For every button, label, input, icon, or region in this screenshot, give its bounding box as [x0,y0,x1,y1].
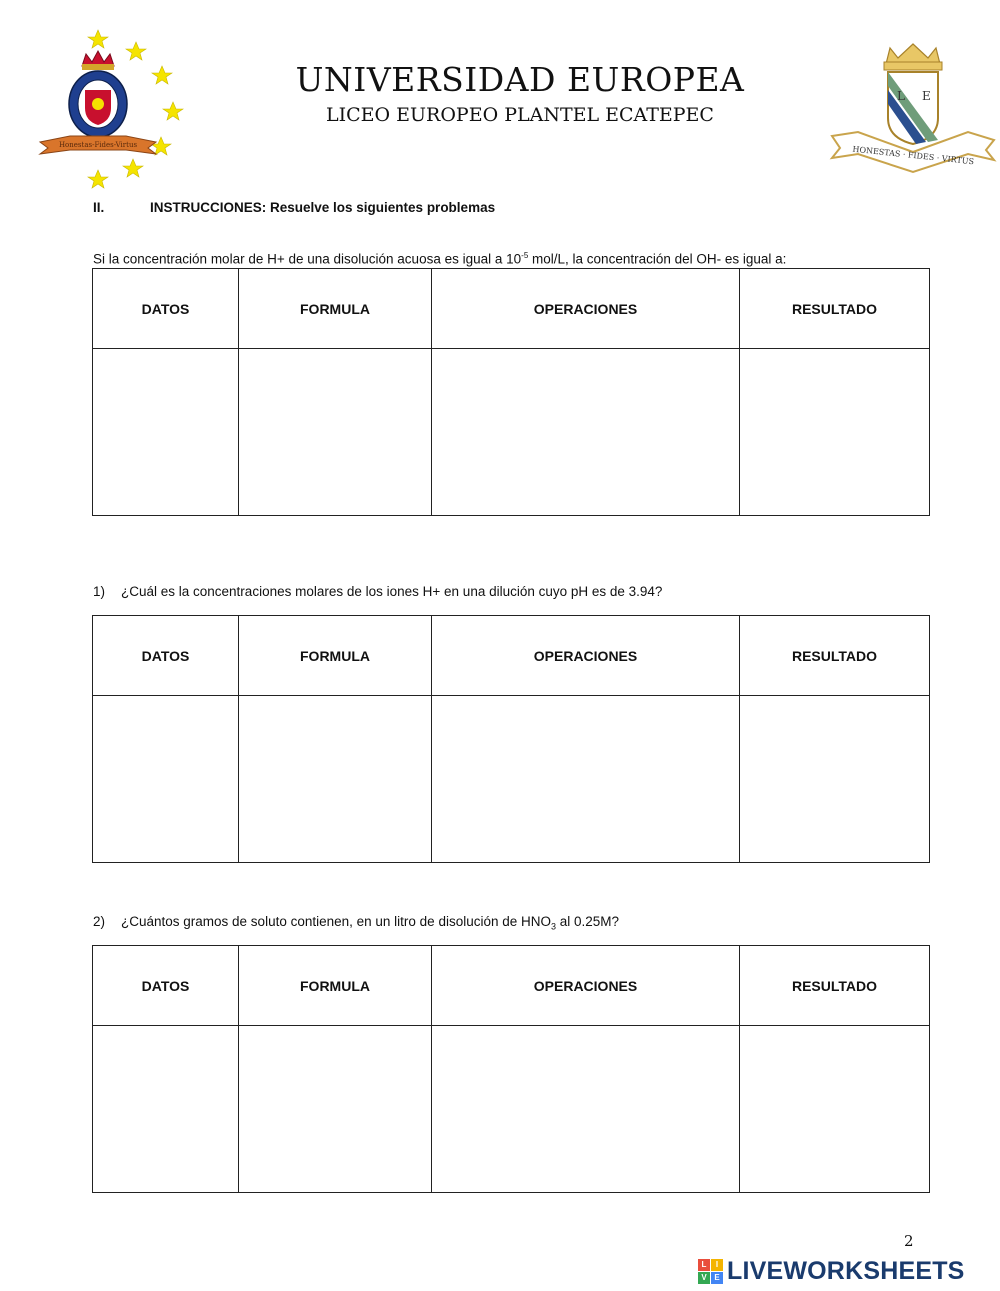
header-resultado: RESULTADO [740,946,930,1026]
question-intro [93,251,786,267]
question-text: al 0.25M? [556,914,620,929]
question-1 [93,584,662,599]
header-formula: FORMULA [239,269,432,349]
cell-formula[interactable] [239,696,432,863]
brand-block: L [698,1259,710,1271]
cell-formula[interactable] [239,1026,432,1193]
cell-datos[interactable] [93,1026,239,1193]
header-operaciones: OPERACIONES [432,946,740,1026]
question-superscript: -5 [521,251,529,260]
question-text: mol/L, la concentración del OH- es igual a: [528,251,787,267]
header-formula: FORMULA [239,616,432,696]
brand-block: V [698,1272,710,1284]
answer-table-1 [92,615,930,863]
cell-formula[interactable] [239,349,432,516]
header-datos: DATOS [93,269,239,349]
svg-text:E: E [922,89,931,103]
cell-resultado[interactable] [740,1026,930,1193]
cell-operaciones[interactable] [432,349,740,516]
cell-datos[interactable] [93,349,239,516]
cell-operaciones[interactable] [432,1026,740,1193]
star-icon [88,30,108,48]
question-text: ¿Cuál es la concentraciones molares de los iones H+ en una dilución cuyo pH es de 3.94? [121,584,663,599]
liceo-crest-icon [828,40,998,180]
brand-block: E [711,1272,723,1284]
cell-resultado[interactable] [740,696,930,863]
page-title: UNIVERSIDAD EUROPEA [295,60,745,99]
answer-table-2 [92,945,930,1193]
question-2 [93,914,619,932]
question-subscript: 3 [551,921,557,932]
header-datos: DATOS [93,946,239,1026]
star-icon [123,159,143,177]
question-number: 2) [93,914,106,929]
liveworksheets-icon [698,1259,723,1284]
cell-resultado[interactable] [740,349,930,516]
header-operaciones: OPERACIONES [432,616,740,696]
question-text: ¿Cuántos gramos de soluto contienen, en un litro de disolución de HNO [121,914,551,929]
cell-operaciones[interactable] [432,696,740,863]
instructions-text: INSTRUCCIONES: Resuelve los siguientes problemas [150,200,496,215]
svg-text:L: L [897,89,905,103]
header-formula: FORMULA [239,946,432,1026]
star-icon [126,42,146,60]
answer-table-intro [92,268,930,516]
header-resultado: RESULTADO [740,269,930,349]
svg-text:Honestas-Fides-Virtus: Honestas-Fides-Virtus [58,141,138,149]
star-icon [88,170,108,188]
instructions-number: II. [93,200,105,215]
page-subtitle: LICEO EUROPEO PLANTEL ECATEPEC [326,104,714,126]
question-number: 1) [93,584,106,599]
brand-block: I [711,1259,723,1271]
liceo-crest-logo [828,40,998,180]
svg-text:HONESTAS · FIDES · VIRTUS: HONESTAS · FIDES · VIRTUS [852,144,975,167]
header-resultado: RESULTADO [740,616,930,696]
brand-name: LIVEWORKSHEETS [727,1256,965,1285]
header-operaciones: OPERACIONES [432,269,740,349]
header-datos: DATOS [93,616,239,696]
page-number: 2 [904,1232,914,1250]
liveworksheets-brand[interactable] [698,1257,965,1285]
instructions [93,200,495,215]
question-text: Si la concentración molar de H+ de una disolución acuosa es igual a 10 [93,251,522,267]
cell-datos[interactable] [93,696,239,863]
